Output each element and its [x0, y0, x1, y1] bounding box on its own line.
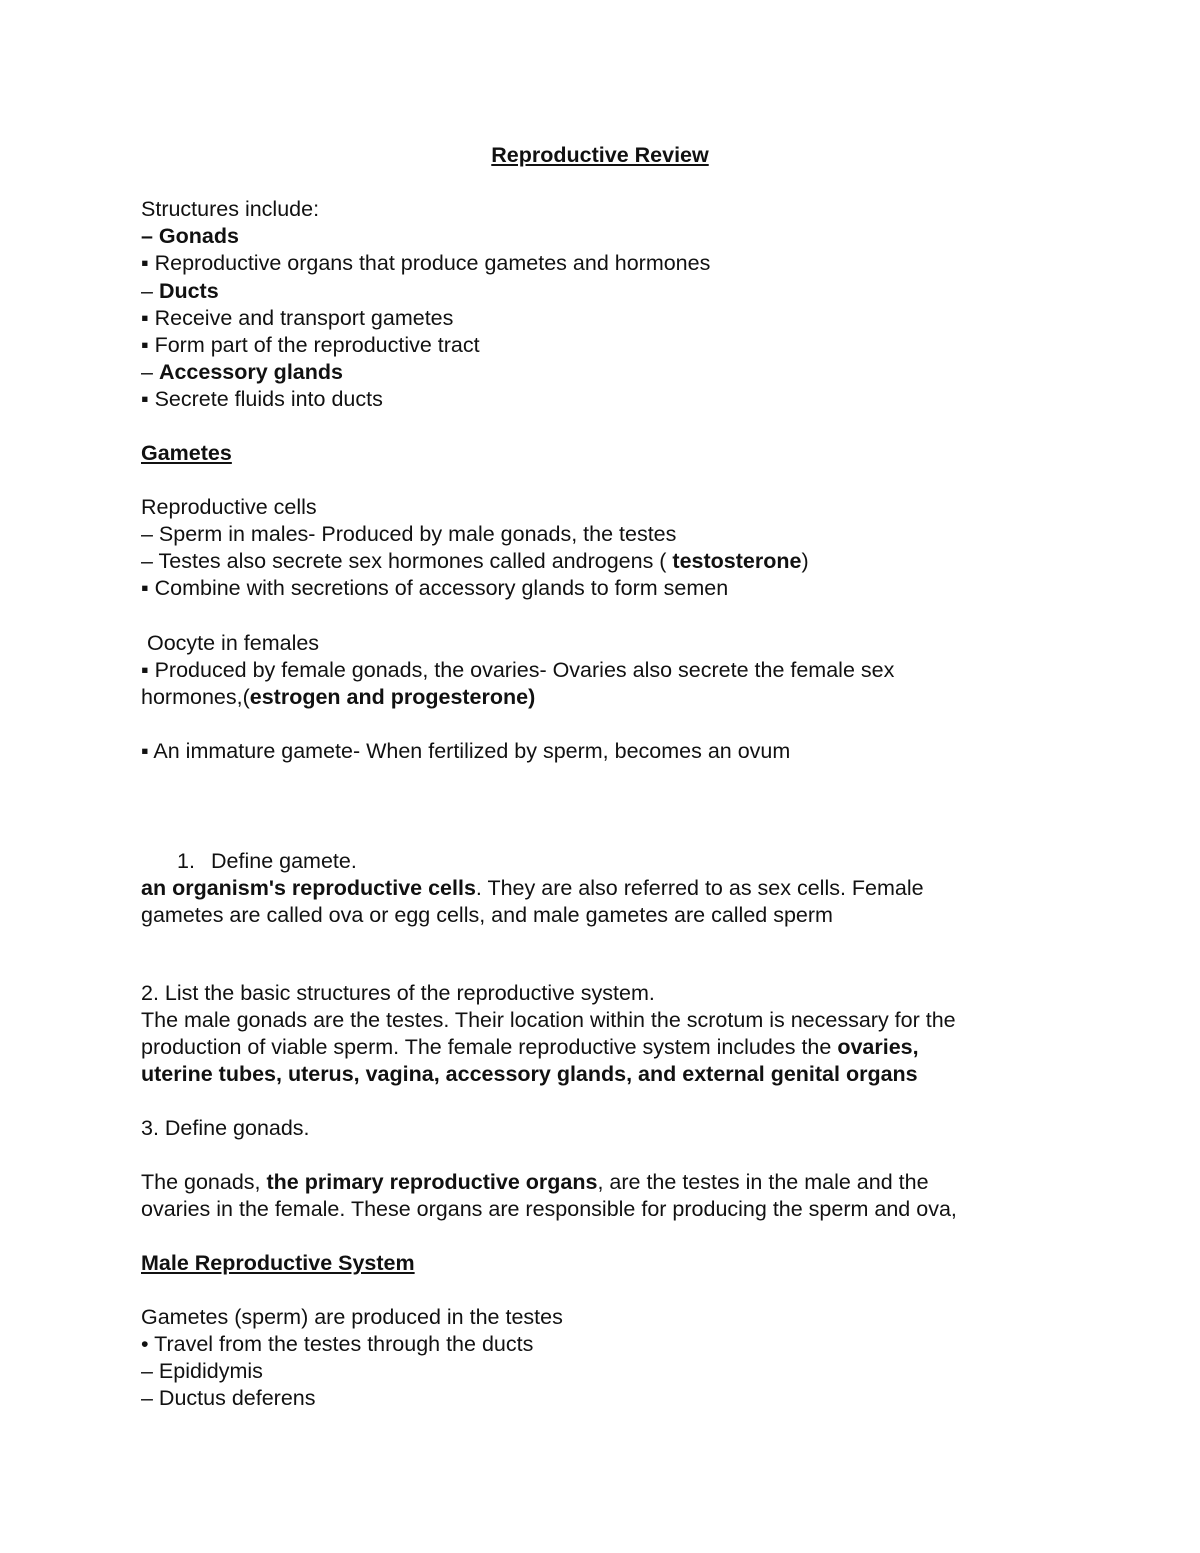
- q1-answer-rest: . They are also referred to as sex cells. Female: [475, 876, 924, 900]
- accessory-description: ▪ Secrete fluids into ducts: [141, 387, 383, 411]
- accessory-label: Accessory glands: [158, 360, 343, 384]
- testes-text: – Testes also secrete sex hormones called androgens (: [141, 549, 673, 573]
- structures-intro: Structures include:: [141, 197, 320, 221]
- gonads-description: ▪ Reproductive organs that produce gametes and hormones: [141, 251, 711, 275]
- hormones-text: hormones,(: [141, 685, 250, 709]
- q3-answer-post: , are the testes in the male and the: [597, 1170, 929, 1194]
- q3-answer-line1: [141, 1169, 929, 1196]
- q3-answer-pre: The gonads,: [141, 1170, 267, 1194]
- q2-answer-line1: The male gonads are the testes. Their location within the scrotum is necessary for the: [141, 1008, 956, 1032]
- immature-line: ▪ An immature gamete- When fertilized by sperm, becomes an ovum: [141, 739, 791, 763]
- testosterone-text: testosterone: [672, 549, 802, 573]
- accessory-line: [141, 359, 343, 386]
- gonads-label: – Gonads: [141, 224, 239, 248]
- q1-answer-line2: gametes are called ova or egg cells, and male gametes are called sperm: [141, 903, 833, 927]
- ducts-description-2: ▪ Form part of the reproductive tract: [141, 333, 480, 357]
- q1-number: 1.: [177, 849, 195, 873]
- estrogen-progesterone-text: estrogen and progesterone): [249, 685, 536, 709]
- ducts-dash: –: [141, 279, 159, 303]
- sperm-line: – Sperm in males- Produced by male gonads, the testes: [141, 522, 677, 546]
- testes-line: [141, 548, 809, 575]
- ducts-label: Ducts: [158, 279, 219, 303]
- male-travel: • Travel from the testes through the ducts: [141, 1332, 534, 1356]
- male-ductus-deferens: – Ductus deferens: [141, 1386, 316, 1410]
- q2-question: 2. List the basic structures of the reproductive system.: [141, 981, 655, 1005]
- combine-line: ▪ Combine with secretions of accessory glands to form semen: [141, 576, 729, 600]
- gametes-intro: Reproductive cells: [141, 495, 317, 519]
- q1-question: Define gamete.: [211, 849, 357, 873]
- gametes-heading: Gametes: [141, 441, 232, 465]
- hormones-line: [141, 684, 535, 711]
- q2-answer-line2-text: production of viable sperm. The female reproductive system includes the: [141, 1035, 838, 1059]
- q2-answer-line2: [141, 1034, 919, 1061]
- male-epididymis: – Epididymis: [141, 1359, 263, 1383]
- q3-answer-line2: ovaries in the female. These organs are responsible for producing the sperm and ova,: [141, 1197, 957, 1221]
- q1-answer-bold: an organism's reproductive cells: [141, 876, 476, 900]
- q2-answer-line3: uterine tubes, uterus, vagina, accessory glands, and external genital organs: [141, 1062, 918, 1086]
- document-title: Reproductive Review: [491, 143, 709, 167]
- male-system-heading: Male Reproductive System: [141, 1251, 415, 1275]
- male-intro: Gametes (sperm) are produced in the testes: [141, 1305, 563, 1329]
- accessory-dash: –: [141, 360, 159, 384]
- q3-question: 3. Define gonads.: [141, 1116, 310, 1140]
- produced-line: ▪ Produced by female gonads, the ovaries- Ovaries also secrete the female sex: [141, 658, 895, 682]
- ducts-line: [141, 278, 219, 305]
- ducts-description-1: ▪ Receive and transport gametes: [141, 306, 454, 330]
- oocyte-line: Oocyte in females: [141, 631, 320, 655]
- q1-answer-line1: [141, 875, 924, 902]
- testes-close: ): [801, 549, 809, 573]
- q3-answer-bold: the primary reproductive organs: [266, 1170, 598, 1194]
- q2-answer-line2-bold: ovaries,: [837, 1035, 919, 1059]
